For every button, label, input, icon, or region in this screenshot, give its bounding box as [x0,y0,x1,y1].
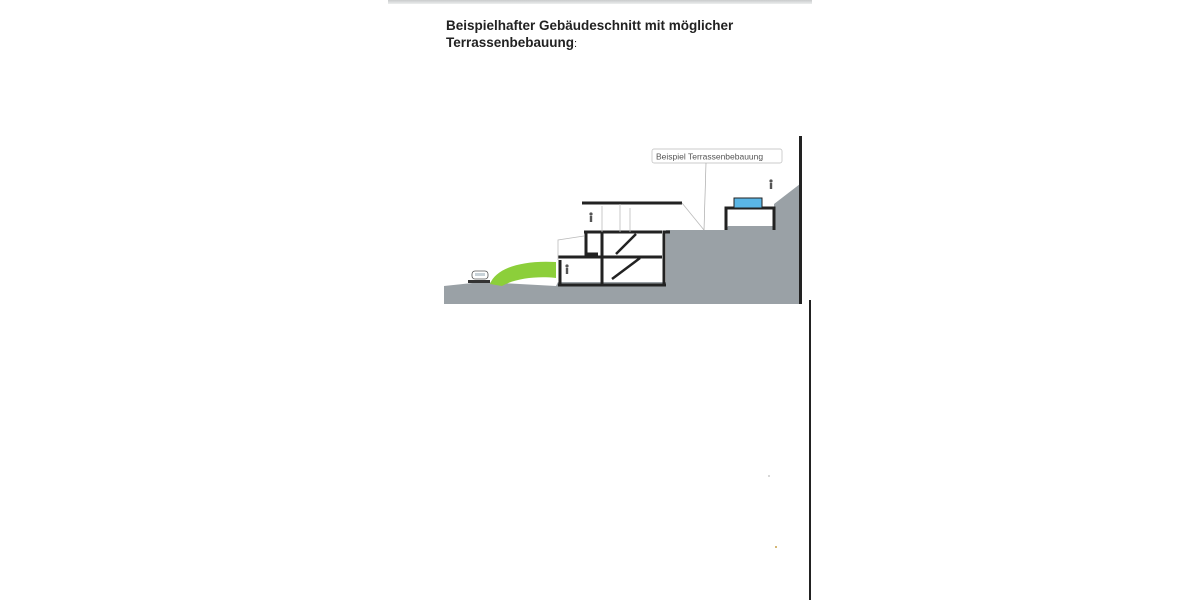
figure-right-edge [799,136,802,304]
car-icon [468,271,490,283]
upper-left-wall [586,232,598,254]
callout [652,149,782,230]
scan-top-strip [388,0,812,4]
scan-speck [775,546,777,548]
pool-icon [734,198,762,208]
green-berm [490,262,556,286]
scan-right-edge [809,300,811,600]
heading-line-1: Beispielhafter Gebäudeschnitt mit möglicher [446,18,734,33]
scan-speck [768,475,770,477]
heading-line-2 [446,34,776,53]
page-heading [446,17,776,53]
building-section-figure [444,136,804,306]
heading-colon: : [574,38,578,50]
heading-line-2-text: Terrassenbebauung [446,35,575,50]
callout-label: Beispiel Terrassenbebauung [656,151,764,162]
